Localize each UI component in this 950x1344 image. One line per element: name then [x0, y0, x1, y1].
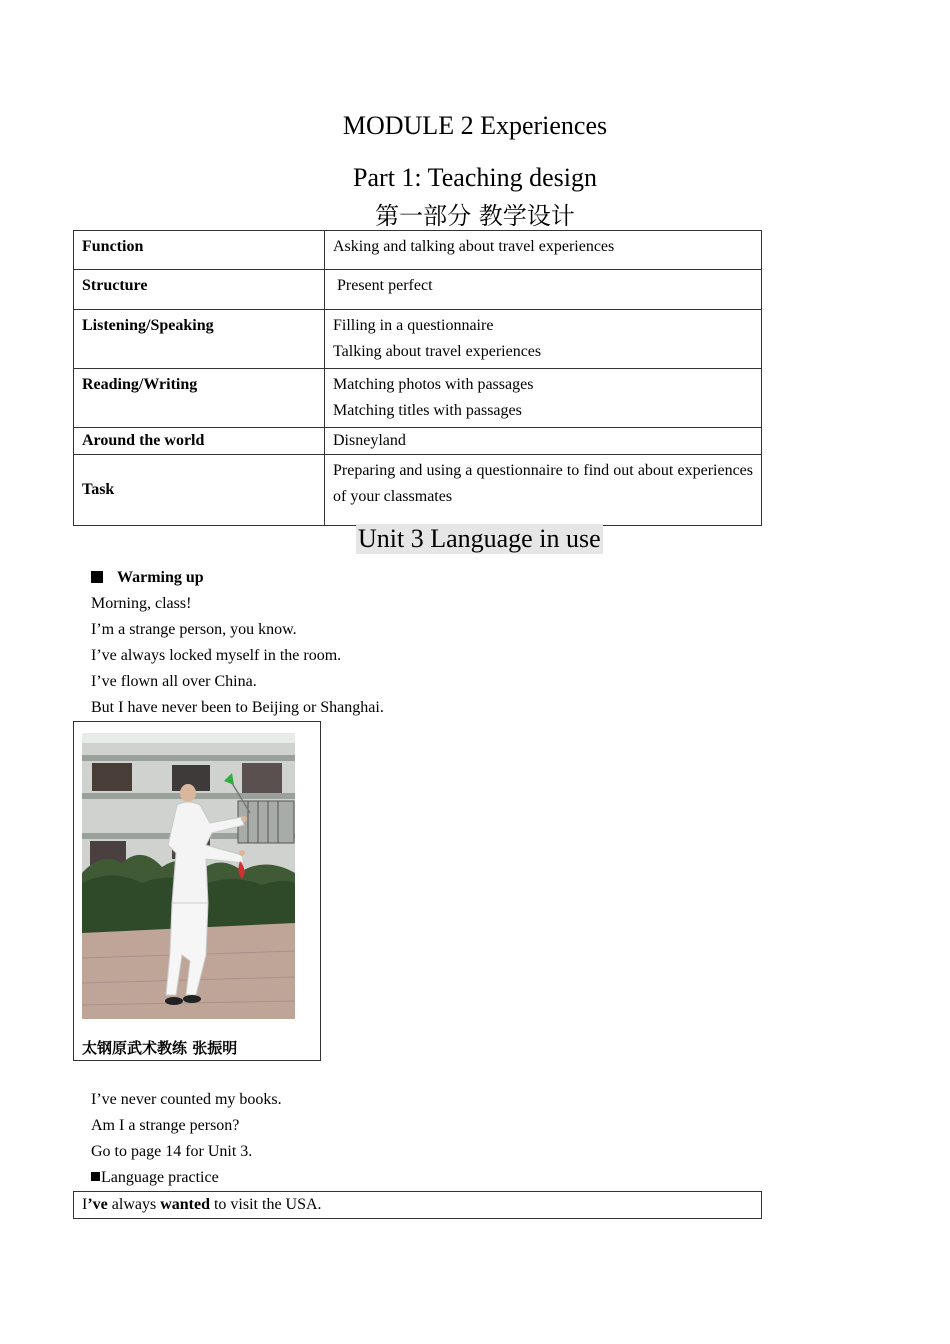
tai-chi-coach-photo	[82, 733, 295, 1019]
language-practice-heading: Language practice	[91, 1168, 219, 1188]
square-bullet-icon	[91, 1172, 100, 1181]
warming-up-line: I’ve flown all over China.	[91, 673, 257, 690]
row-key: Reading/Writing	[74, 369, 325, 428]
warming-up-heading: Warming up	[91, 568, 204, 588]
after-photo-line: Go to page 14 for Unit 3.	[91, 1143, 253, 1160]
row-value: Preparing and using a questionnaire to find out about experiences of your classmates	[325, 455, 762, 526]
row-value: Disneyland	[325, 428, 762, 455]
row-value: Asking and talking about travel experiences	[325, 231, 762, 270]
part-title: Part 1: Teaching design	[353, 163, 597, 192]
photo-caption: 太钢原武术教练 张振明	[82, 1039, 238, 1057]
warming-up-line: I’ve always locked myself in the room.	[91, 647, 342, 664]
unit-title: Unit 3 Language in use	[358, 524, 601, 553]
language-practice-box: I’ve always wanted to visit the USA.	[73, 1191, 762, 1219]
row-key: Structure	[74, 270, 325, 310]
row-key: Task	[74, 455, 325, 526]
row-key: Listening/Speaking	[74, 310, 325, 369]
teaching-design-table	[73, 230, 762, 526]
square-bullet-icon	[91, 571, 103, 583]
part-title-chinese: 第一部分 教学设计	[375, 202, 575, 230]
row-value: Present perfect	[325, 270, 762, 310]
row-value: Matching photos with passages Matching titles with passages	[325, 369, 762, 428]
warming-up-line: I’m a strange person, you know.	[91, 621, 297, 638]
row-value: Filling in a questionnaire Talking about travel experiences	[325, 310, 762, 369]
row-key: Around the world	[74, 428, 325, 455]
table-row	[74, 455, 762, 526]
table-row	[74, 310, 762, 369]
table-row	[74, 428, 762, 455]
warming-up-line: Morning, class!	[91, 595, 192, 612]
table-row	[74, 231, 762, 270]
module-title: MODULE 2 Experiences	[342, 111, 608, 140]
warming-up-line: But I have never been to Beijing or Shanghai.	[91, 699, 384, 716]
photo-frame	[73, 721, 321, 1061]
after-photo-line: I’ve never counted my books.	[91, 1091, 282, 1108]
row-key: Function	[74, 231, 325, 270]
table-row	[74, 369, 762, 428]
table-row	[74, 270, 762, 310]
after-photo-line: Am I a strange person?	[91, 1117, 240, 1134]
